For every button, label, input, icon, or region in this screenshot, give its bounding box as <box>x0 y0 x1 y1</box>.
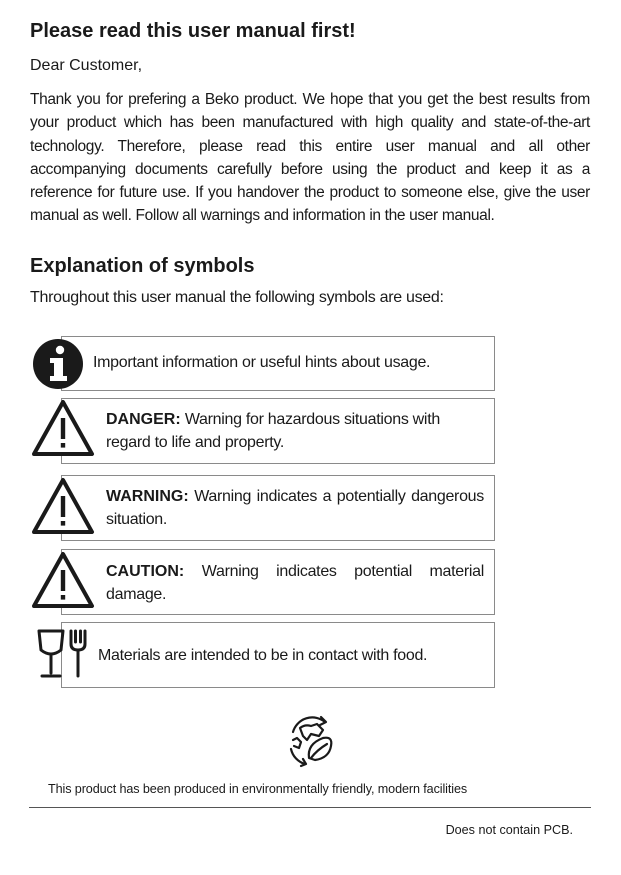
danger-label: DANGER: <box>106 411 181 428</box>
symbol-box-warning <box>61 475 495 541</box>
symbol-box-caution <box>61 549 495 615</box>
warning-label: WARNING: <box>106 488 189 505</box>
warning-triangle-icon <box>30 398 96 458</box>
page-title: Please read this user manual first! <box>30 20 356 42</box>
greeting: Dear Customer, <box>30 57 143 74</box>
divider <box>29 807 591 808</box>
caution-text: Warning indicates potential material damage. <box>106 563 484 603</box>
food-contact-icon <box>36 628 90 680</box>
eco-note: This product has been produced in environmentally friendly, modern facilities <box>48 782 468 796</box>
caution-label: CAUTION: <box>106 563 185 580</box>
info-icon <box>32 338 84 390</box>
symbol-box-info <box>61 336 495 391</box>
symbol-box-food <box>61 622 495 688</box>
eco-globe-leaf-icon <box>285 714 335 768</box>
warning-text: Warning indicates a potentially dangerous situation. <box>106 488 484 528</box>
warning-triangle-icon <box>30 550 96 610</box>
danger-text: Warning for hazardous situations with regard to life and property. <box>106 411 440 451</box>
info-text: Important information or useful hints about usage. <box>93 354 431 371</box>
intro-paragraph: Thank you for prefering a Beko product. We hope that you get the best results from your product which has been manufactured with high quality and state-of-the-art technology. Therefore, please read this entire user manual and all other accompanying documents carefully before using the product and keep it as a reference for future use. If you handover the product to someone else, give the user manual as well. Follow all warnings and information in the user manual. <box>30 91 590 225</box>
food-text: Materials are intended to be in contact with food. <box>98 647 428 664</box>
symbols-heading: Explanation of symbols <box>30 255 255 277</box>
pcb-note: Does not contain PCB. <box>445 823 573 837</box>
warning-triangle-icon <box>30 476 96 536</box>
symbol-box-danger <box>61 398 495 464</box>
symbols-lead: Throughout this user manual the following symbols are used: <box>30 289 444 306</box>
